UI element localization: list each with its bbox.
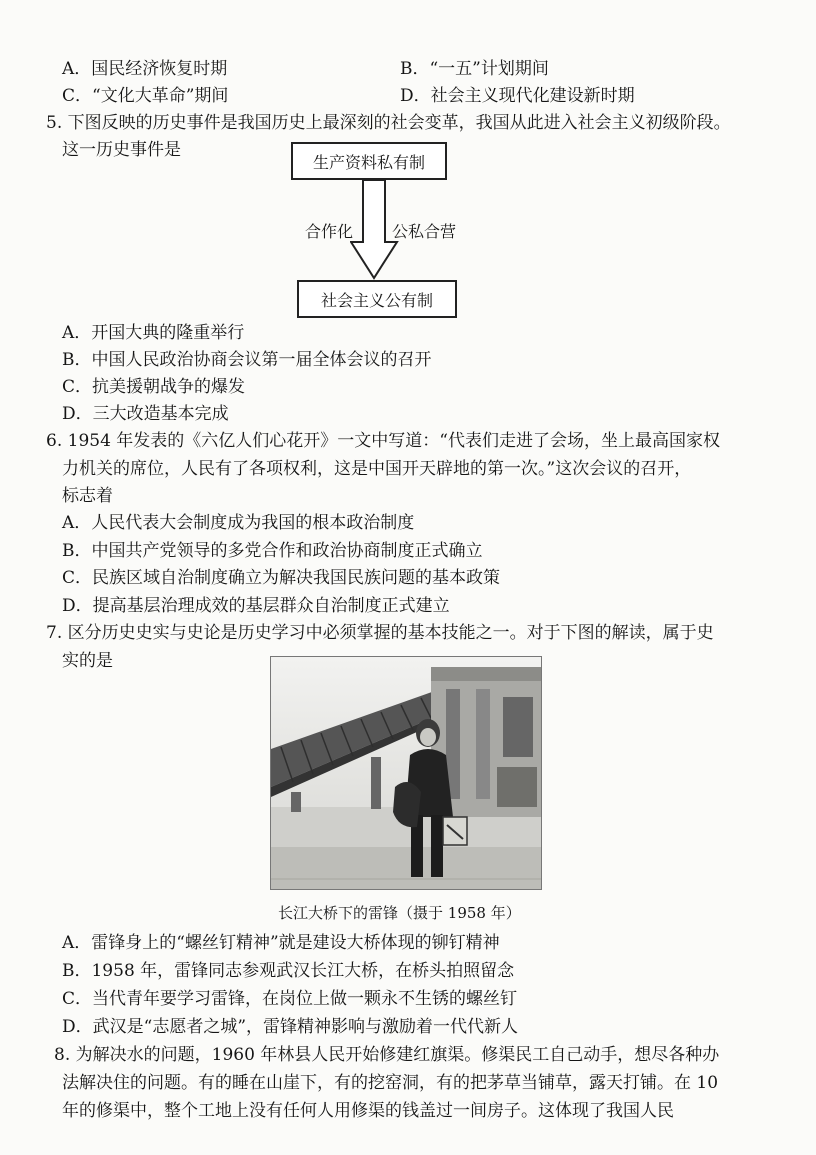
q4-option-c: C．“文化大革命”期间: [62, 86, 229, 106]
q7-stem-line2: 实的是: [62, 651, 113, 671]
q7-stem-line1: 7. 区分历史史实与史论是历史学习中必须掌握的基本技能之一。对于下图的解读，属于史: [46, 623, 714, 643]
q6-stem-line2: 力机关的席位，人民有了各项权利，这是中国开天辟地的第一次。”这次会议的召开，: [62, 459, 692, 479]
q4-option-b: B．“一五”计划期间: [400, 59, 549, 79]
photo-caption: 长江大桥下的雷锋（摄于 1958 年）: [278, 904, 521, 922]
q6-option-c: C．民族区域自治制度确立为解决我国民族问题的基本政策: [62, 568, 501, 588]
q8-stem-line1: 8. 为解决水的问题，1960 年林县人民开始修建红旗渠。修渠民工自己动手，想尽各种办: [54, 1045, 720, 1065]
lei-feng-bridge-photo: [270, 656, 542, 890]
q7-option-c: C．当代青年要学习雷锋，在岗位上做一颗永不生锈的螺丝钉: [62, 989, 518, 1009]
q7-option-a: A．雷锋身上的“螺丝钉精神”就是建设大桥体现的铆钉精神: [62, 933, 500, 953]
q4-option-d: D．社会主义现代化建设新时期: [400, 86, 635, 106]
q8-stem-line2: 法解决住的问题。有的睡在山崖下，有的挖窑洞，有的把茅草当铺草，露天打铺。在 10: [62, 1073, 719, 1093]
q4-option-a: A．国民经济恢复时期: [62, 59, 228, 79]
q5-stem-line1: 5. 下图反映的历史事件是我国历史上最深刻的社会变革，我国从此进入社会主义初级阶段。: [46, 113, 731, 133]
q7-option-d: D．武汉是“志愿者之城”，雷锋精神影响与激励着一代代新人: [62, 1017, 519, 1037]
private-ownership-box: 生产资料私有制: [291, 142, 447, 180]
q8-stem-line3: 年的修渠中，整个工地上没有任何人用修渠的钱盖过一间房子。这体现了我国人民: [62, 1101, 674, 1121]
q5-option-c: C．抗美援朝战争的爆发: [62, 377, 246, 397]
q6-option-b: B．中国共产党领导的多党合作和政治协商制度正式确立: [62, 541, 483, 561]
cooperativization-label: 合作化: [305, 222, 354, 241]
q6-stem-line1: 6. 1954 年发表的《六亿人们心花开》一文中写道：“代表们走进了会场，坐上最高国家权: [46, 431, 720, 451]
q7-option-b: B．1958 年，雷锋同志参观武汉长江大桥，在桥头拍照留念: [62, 961, 515, 981]
q5-option-a: A．开国大典的隆重举行: [62, 323, 245, 343]
q6-option-a: A．人民代表大会制度成为我国的根本政治制度: [62, 513, 415, 533]
q6-option-d: D．提高基层治理成效的基层群众自治制度正式建立: [62, 596, 450, 616]
q6-stem-line3: 标志着: [62, 486, 113, 506]
public-ownership-box: 社会主义公有制: [297, 280, 457, 318]
q5-option-b: B．中国人民政治协商会议第一届全体会议的召开: [62, 350, 432, 370]
public-private-label: 公私合营: [392, 222, 457, 241]
q5-option-d: D．三大改造基本完成: [62, 404, 229, 424]
q5-stem-line2: 这一历史事件是: [62, 140, 181, 160]
